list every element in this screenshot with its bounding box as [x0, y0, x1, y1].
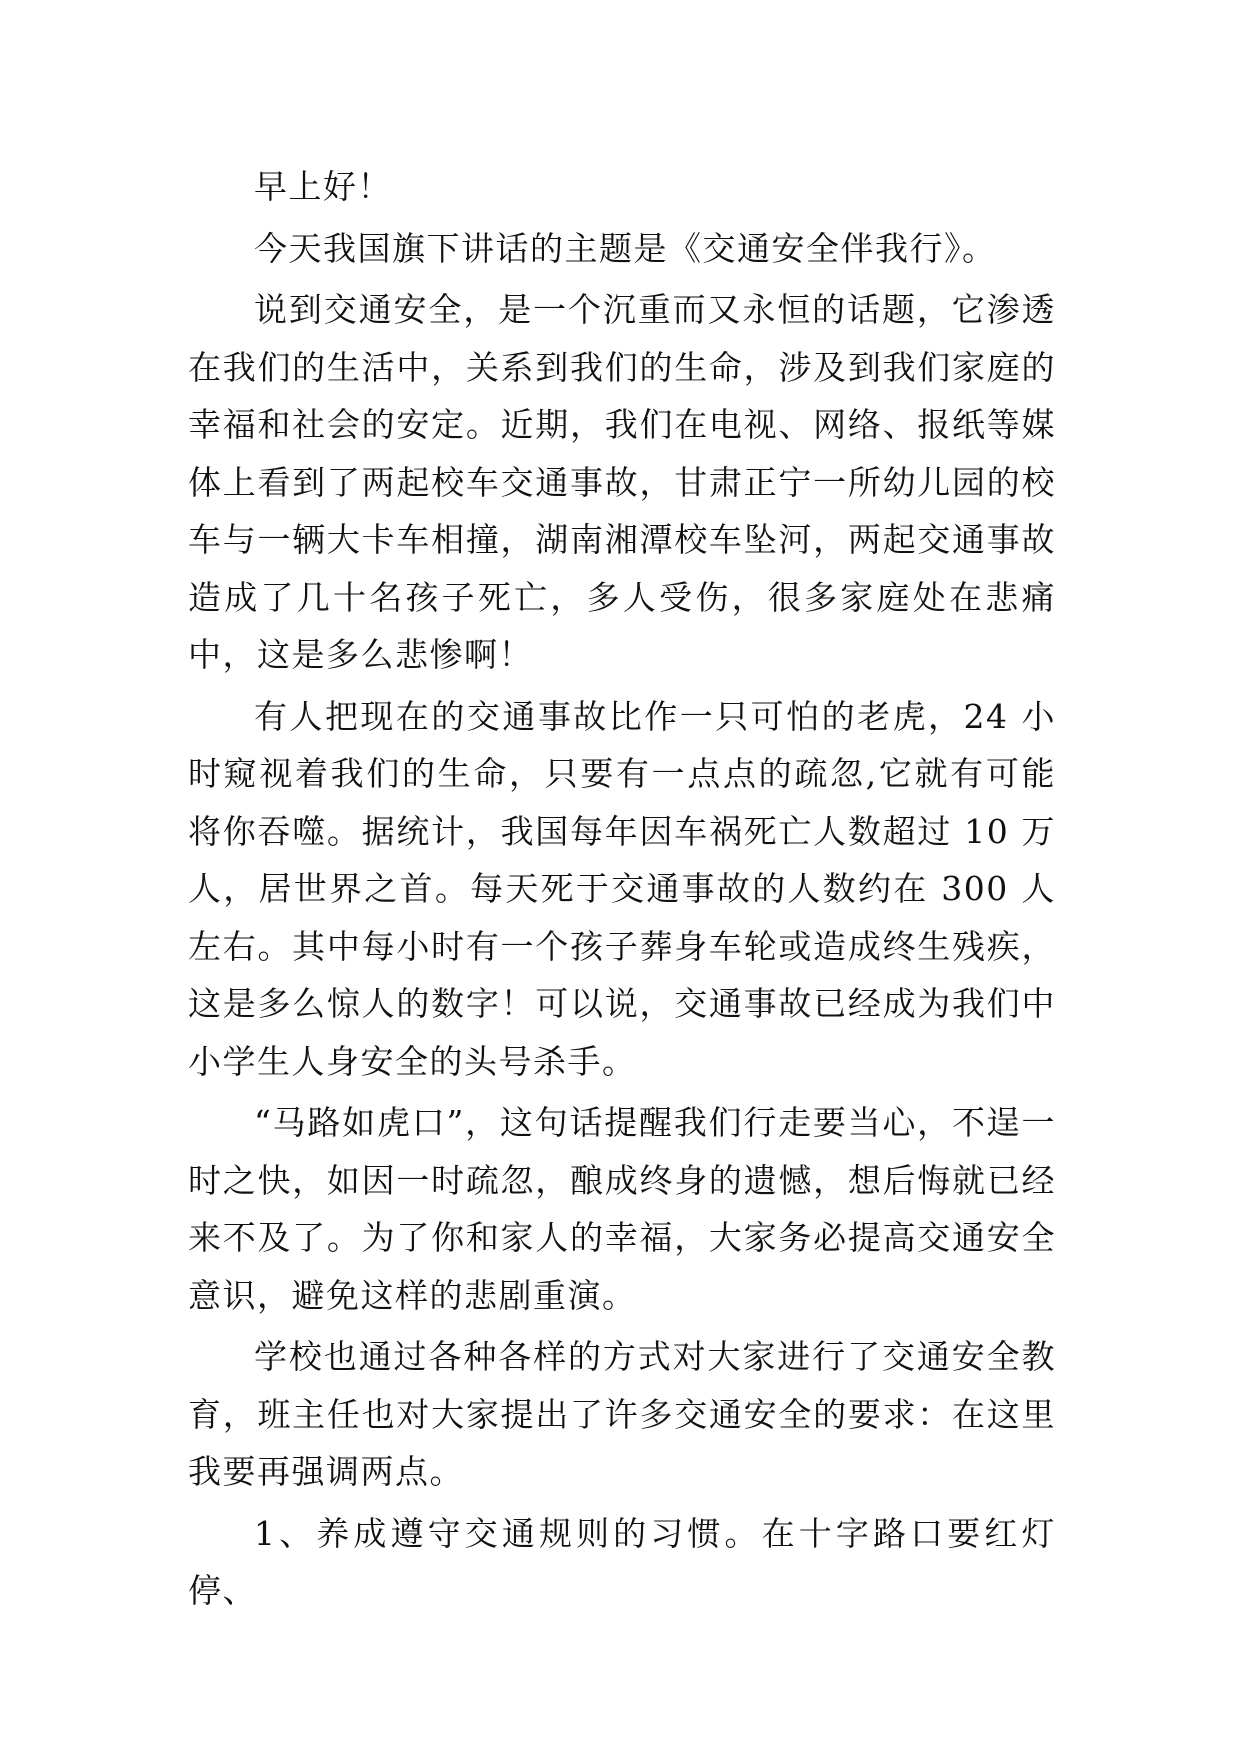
body-paragraph: “马路如虎口”，这句话提醒我们行走要当心，不逞一时之快，如因一时疏忽，酿成终身的遗憾，想后悔就已经来不及了。为了你和家人的幸福，大家务必提高交通安全意识，避免这样的悲剧重演。 [188, 1103, 1056, 1315]
greeting-paragraph: 早上好！ [254, 167, 392, 206]
document-body [188, 158, 1056, 1624]
list-item-paragraph: 1、养成遵守交通规则的习惯。在十字路口要红灯停、 [188, 1513, 1056, 1610]
topic-paragraph: 今天我国旗下讲话的主题是《交通安全伴我行》。 [254, 228, 997, 268]
body-paragraph: 有人把现在的交通事故比作一只可怕的老虎，24 小时窥视着我们的生命，只要有一点点的疏忽,它就有可能将你吞噬。据统计，我国每年因车祸死亡人数超过 10 万人，居世界之首。每天死于交通事故的人数约在 300 人左右。其中每小时有一个孩子葬身车轮或造成终生残疾，这是多么惊人的数字！可以说，交通事故已经成为我们中小学生人身安全的头号杀手。 [188, 696, 1056, 1081]
body-paragraph: 说到交通安全，是一个沉重而又永恒的话题，它渗透在我们的生活中，关系到我们的生命，涉及到我们家庭的幸福和社会的安定。近期，我们在电视、网络、报纸等媒体上看到了两起校车交通事故，甘肃正宁一所幼儿园的校车与一辆大卡车相撞，湖南湘潭校车坠河，两起交通事故造成了几十名孩子死亡，多人受伤，很多家庭处在悲痛中，这是多么悲惨啊！ [188, 290, 1056, 674]
body-paragraph: 学校也通过各种各样的方式对大家进行了交通安全教育，班主任也对大家提出了许多交通安全的要求：在这里我要再强调两点。 [188, 1337, 1056, 1491]
